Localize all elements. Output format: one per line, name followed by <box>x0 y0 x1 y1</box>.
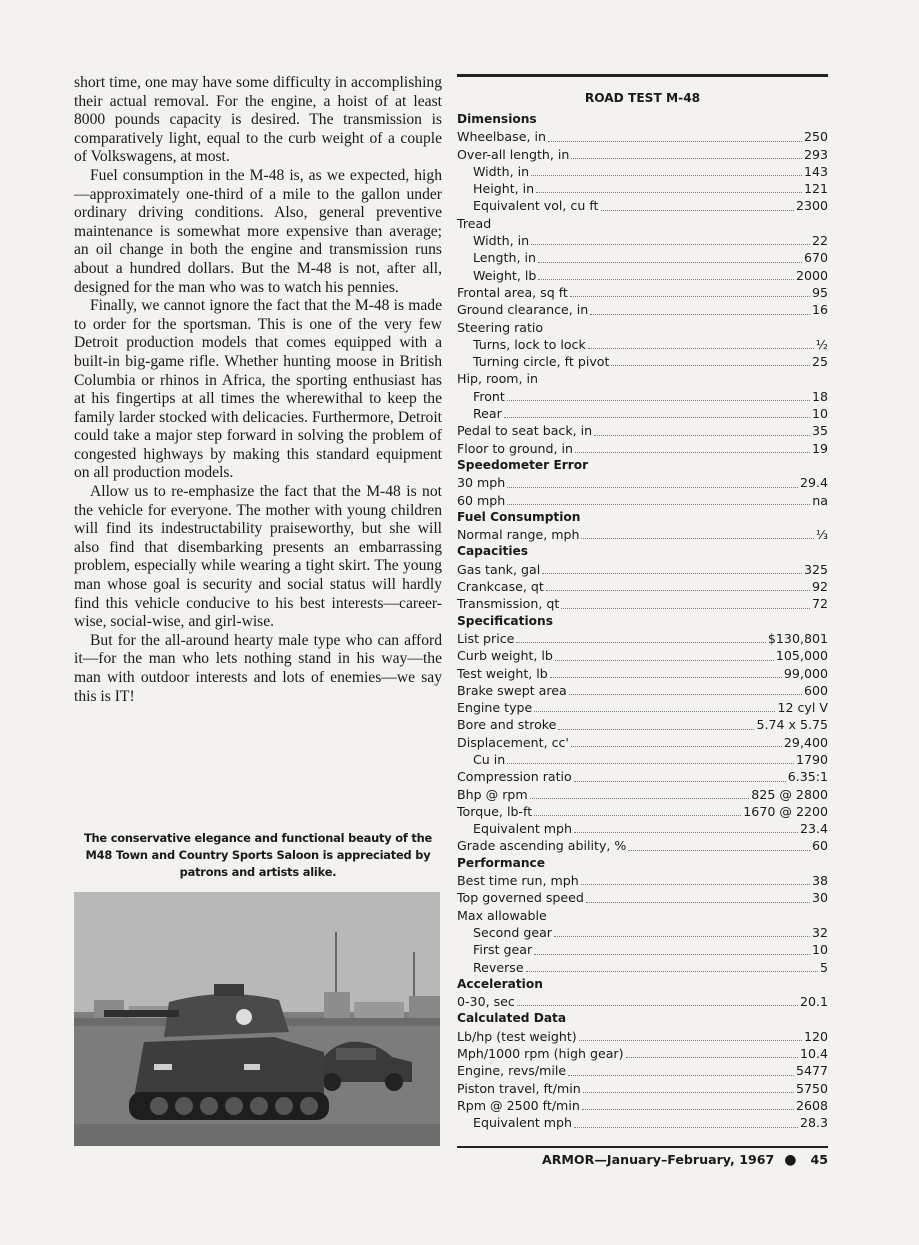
spec-row <box>457 959 828 976</box>
spec-row <box>457 751 828 768</box>
spec-group-label <box>457 907 828 924</box>
spec-label: First gear <box>473 942 533 958</box>
dot-leader <box>590 313 810 315</box>
dot-leader <box>561 607 810 609</box>
dot-leader <box>582 1108 794 1110</box>
spec-value: 325 <box>803 561 828 577</box>
spec-value: 22 <box>811 233 828 249</box>
spec-row <box>457 665 828 682</box>
spec-group-label <box>457 370 828 387</box>
dot-leader <box>531 174 802 176</box>
dot-leader <box>531 243 810 245</box>
dot-leader <box>588 347 814 349</box>
spec-row <box>457 197 828 214</box>
spec-value: 35 <box>811 423 828 439</box>
spec-label: Floor to ground, in <box>457 440 574 456</box>
spec-row <box>457 993 828 1010</box>
section-heading: Acceleration <box>457 976 543 991</box>
section-heading: Capacities <box>457 544 529 559</box>
spec-label: Width, in <box>473 233 530 249</box>
spec-label: Frontal area, sq ft <box>457 284 568 300</box>
spec-value: 5.74 x 5.75 <box>756 717 828 733</box>
spec-value: 293 <box>803 146 828 162</box>
spec-row <box>457 734 828 751</box>
dot-leader <box>574 1126 798 1128</box>
dot-leader <box>530 797 750 799</box>
section-heading: Speedometer Error <box>457 457 589 472</box>
spec-value: 10.4 <box>799 1046 828 1062</box>
spec-value: 30 <box>811 890 828 906</box>
top-rule <box>457 74 828 77</box>
spec-label: Equivalent mph <box>473 1115 573 1131</box>
spec-value: 38 <box>811 873 828 889</box>
spec-label: Equivalent vol, cu ft <box>473 198 599 214</box>
spec-label: Engine, revs/mile <box>457 1063 567 1079</box>
spec-label: Steering ratio <box>457 319 544 335</box>
spec-value: 670 <box>803 250 828 266</box>
article-paragraph: But for the all-around hearty male type who can afford it—for the man who lets nothing stand in his way—the man with outdoor interests and lots of enemies—we say this is IT! <box>74 631 442 705</box>
spec-value: 1670 @ 2200 <box>743 803 828 819</box>
spec-label: Cu in <box>473 751 506 767</box>
spec-row <box>457 820 828 837</box>
spec-label: List price <box>457 630 515 646</box>
spec-label: Tread <box>457 215 492 231</box>
spec-group-label <box>457 319 828 336</box>
spec-value: 10 <box>811 942 828 958</box>
dot-leader <box>517 1004 798 1006</box>
spec-row <box>457 803 828 820</box>
spec-label: Grade ascending ability, % <box>457 838 627 854</box>
dot-leader <box>574 831 798 833</box>
spec-label: Turning circle, ft pivot <box>473 354 610 370</box>
spec-row <box>457 768 828 785</box>
spec-row <box>457 492 828 509</box>
spec-value: ½ <box>815 336 828 352</box>
dot-leader <box>504 416 810 418</box>
dot-leader <box>575 451 810 453</box>
publication-line: ARMOR—January–February, 1967 <box>541 1152 775 1167</box>
spec-label: Crankcase, qt <box>457 579 544 595</box>
spec-row <box>457 872 828 889</box>
spec-row <box>457 578 828 595</box>
spec-label: Brake swept area <box>457 682 567 698</box>
dot-leader <box>507 399 810 401</box>
spec-label: Bore and stroke <box>457 717 557 733</box>
spec-value: 29.4 <box>799 475 828 491</box>
dot-leader <box>546 589 810 591</box>
spec-label: Reverse <box>473 959 524 975</box>
spec-group-label <box>457 215 828 232</box>
spec-row <box>457 837 828 854</box>
spec-label: Length, in <box>473 250 536 266</box>
spec-label: Bhp @ rpm <box>457 786 528 802</box>
dot-leader <box>507 503 810 505</box>
spec-label: Max allowable <box>457 907 547 923</box>
spec-label: Mph/1000 rpm (high gear) <box>457 1046 624 1062</box>
spec-label: Height, in <box>473 181 535 197</box>
article-paragraph: short time, one may have some difficulty in accomplishing their actual removal. For the engine, a hoist of at least 8000 pounds capacity is desired. The transmission is comparatively light, equal to the curb weight of a couple of Volkswagens, at most. <box>74 74 442 166</box>
spec-label: Piston travel, ft/min <box>457 1080 581 1096</box>
spec-row <box>457 1062 828 1079</box>
dot-leader <box>554 935 810 937</box>
page-number: 45 <box>810 1152 828 1167</box>
spec-label: Rear <box>473 406 502 422</box>
spec-row <box>457 941 828 958</box>
dot-leader <box>611 364 810 366</box>
dot-leader <box>538 278 794 280</box>
spec-label: Engine type <box>457 700 533 716</box>
dot-leader <box>536 191 802 193</box>
spec-value: na <box>812 492 828 508</box>
spec-row <box>457 682 828 699</box>
section-heading: Calculated Data <box>457 1011 567 1026</box>
spec-label: Curb weight, lb <box>457 648 553 664</box>
dot-leader <box>571 157 802 159</box>
article-body <box>74 74 442 706</box>
dot-leader <box>507 486 798 488</box>
spec-row <box>457 786 828 803</box>
spec-value: 825 @ 2800 <box>751 786 828 802</box>
spec-value: 105,000 <box>775 648 828 664</box>
spec-label: Over-all length, in <box>457 146 570 162</box>
spec-label: Front <box>473 388 505 404</box>
dot-leader <box>542 572 802 574</box>
dot-leader <box>548 140 802 142</box>
spec-value: 32 <box>811 924 828 940</box>
spec-value: 19 <box>811 440 828 456</box>
tank-photo <box>74 892 440 1146</box>
article-paragraph: Finally, we cannot ignore the fact that the M-48 is made to order for the sportsman. This is one of the very few Detroit production models that comes equipped with a built-in big-game rifle. Whether hunting moose in British Columbia or rhinos in Africa, the sporting enthusiast has at his fingertips at all times the wherewithal to keep the family larder stocked with delicacies. Furthermore, Detroit could take a major step forward in solving the problem of congested highways by making this standard equipment on all production models. <box>74 297 442 482</box>
spec-label: Compression ratio <box>457 769 572 785</box>
spec-label: 30 mph <box>457 475 506 491</box>
spec-label: Second gear <box>473 924 552 940</box>
spec-label: Displacement, cc' <box>457 734 569 750</box>
spec-label: Hip, room, in <box>457 371 539 387</box>
spec-value: 600 <box>803 682 828 698</box>
spec-value: 2000 <box>795 267 828 283</box>
spec-label: Wheelbase, in <box>457 129 546 145</box>
spec-row <box>457 561 828 578</box>
dot-leader <box>507 762 794 764</box>
spec-row <box>457 405 828 422</box>
article-paragraph: Allow us to re-emphasize the fact that the M-48 is not the vehicle for everyone. The mother with young children will find its indestructability praiseworthy, but she will also find that disembarking presents an embarrassing problem, especially while wearing a tight skirt. The young man whose goal is security and social status will hardly find this vehicle conducive to his best interests—career-wise, social-wise, and girl-wise. <box>74 483 442 631</box>
spec-row <box>457 699 828 716</box>
spec-row <box>457 388 828 405</box>
spec-row <box>457 1080 828 1097</box>
road-test-panel <box>457 74 828 1132</box>
spec-row <box>457 1028 828 1045</box>
spec-row <box>457 284 828 301</box>
section-heading: Performance <box>457 855 545 870</box>
spec-value: 72 <box>811 596 828 612</box>
dot-leader <box>534 814 741 816</box>
bullet-icon: ● <box>784 1152 797 1168</box>
spec-row <box>457 595 828 612</box>
spec-value: 18 <box>811 388 828 404</box>
road-test-title: ROAD TEST M-48 <box>584 91 701 105</box>
dot-leader <box>579 1039 802 1041</box>
spec-row <box>457 128 828 145</box>
spec-value: 99,000 <box>783 665 828 681</box>
road-test-table <box>457 111 828 1132</box>
spec-value: ⅓ <box>815 527 828 543</box>
spec-row <box>457 232 828 249</box>
spec-row <box>457 924 828 941</box>
dot-leader <box>586 901 810 903</box>
spec-row <box>457 526 828 543</box>
spec-value: 12 cyl V <box>777 700 828 716</box>
spec-value: 1790 <box>795 751 828 767</box>
spec-label: 60 mph <box>457 492 506 508</box>
dot-leader <box>550 676 782 678</box>
spec-row <box>457 889 828 906</box>
spec-label: Weight, lb <box>473 267 537 283</box>
page-footer <box>457 1152 828 1168</box>
dot-leader <box>581 537 813 539</box>
spec-row <box>457 353 828 370</box>
dot-leader <box>583 1091 794 1093</box>
spec-row <box>457 1097 828 1114</box>
spec-value: 6.35:1 <box>787 769 828 785</box>
spec-label: Top governed speed <box>457 890 584 906</box>
spec-label: Transmission, qt <box>457 596 560 612</box>
spec-value: 95 <box>811 284 828 300</box>
spec-value: 16 <box>811 302 828 318</box>
dot-leader <box>568 1074 794 1076</box>
spec-row <box>457 1045 828 1062</box>
dot-leader <box>538 261 802 263</box>
spec-value: 120 <box>803 1028 828 1044</box>
dot-leader <box>569 693 802 695</box>
spec-value: 5 <box>819 959 828 975</box>
spec-row <box>457 267 828 284</box>
section-heading: Dimensions <box>457 112 537 126</box>
spec-value: 20.1 <box>799 994 828 1010</box>
spec-row <box>457 1114 828 1131</box>
dot-leader <box>628 849 810 851</box>
spec-label: Turns, lock to lock <box>473 336 586 352</box>
dot-leader <box>601 209 794 211</box>
spec-row <box>457 647 828 664</box>
spec-value: 250 <box>803 129 828 145</box>
spec-row <box>457 440 828 457</box>
spec-row <box>457 422 828 439</box>
dot-leader <box>594 434 810 436</box>
dot-leader <box>526 970 818 972</box>
spec-row <box>457 301 828 318</box>
spec-label: Lb/hp (test weight) <box>457 1028 577 1044</box>
dot-leader <box>571 745 782 747</box>
dot-leader <box>516 641 766 643</box>
spec-label: Ground clearance, in <box>457 302 589 318</box>
spec-value: 92 <box>811 579 828 595</box>
spec-value: 5750 <box>795 1080 828 1096</box>
spec-value: 60 <box>811 838 828 854</box>
section-heading: Fuel Consumption <box>457 509 581 524</box>
dot-leader <box>534 953 810 955</box>
spec-row <box>457 716 828 733</box>
spec-value: 10 <box>811 406 828 422</box>
dot-leader <box>581 883 810 885</box>
spec-label: Normal range, mph <box>457 527 580 543</box>
spec-row <box>457 474 828 491</box>
spec-label: Test weight, lb <box>457 665 548 681</box>
spec-row <box>457 249 828 266</box>
dot-leader <box>626 1056 798 1058</box>
spec-row <box>457 180 828 197</box>
spec-value: 25 <box>811 354 828 370</box>
dot-leader <box>555 659 774 661</box>
spec-label: Best time run, mph <box>457 873 579 889</box>
photo-caption: The conservative elegance and functional beauty of the M48 Town and Country Sports Saloon is appreciated by patrons and artists alike. <box>83 831 433 879</box>
spec-label: Width, in <box>473 163 530 179</box>
spec-value: 29,400 <box>783 734 828 750</box>
dot-leader <box>574 780 786 782</box>
article-paragraph: Fuel consumption in the M-48 is, as we expected, high—approximately one-third of a mile to the gallon under ordinary driving conditions. Also, general preventive maintenance is somewhat more expensive than average; an oil change in both the engine and transmission runs about a hundred dollars. But the M-48 is not, after all, designed for the man who was to watch his pennies. <box>74 166 442 296</box>
spec-row <box>457 336 828 353</box>
spec-row <box>457 163 828 180</box>
section-heading: Specifications <box>457 613 553 628</box>
spec-value: 143 <box>803 163 828 179</box>
spec-row <box>457 630 828 647</box>
dot-leader <box>558 728 754 730</box>
spec-label: Equivalent mph <box>473 821 573 837</box>
spec-label: Gas tank, gal <box>457 561 541 577</box>
dot-leader <box>570 295 810 297</box>
spec-value: $130,801 <box>767 630 828 646</box>
spec-label: Torque, lb-ft <box>457 803 533 819</box>
spec-label: Rpm @ 2500 ft/min <box>457 1097 580 1113</box>
spec-label: Pedal to seat back, in <box>457 423 593 439</box>
spec-value: 2608 <box>795 1097 828 1113</box>
spec-value: 28.3 <box>799 1115 828 1131</box>
dot-leader <box>534 710 775 712</box>
spec-value: 5477 <box>795 1063 828 1079</box>
spec-value: 121 <box>803 181 828 197</box>
spec-label: 0-30, sec <box>457 994 515 1010</box>
spec-value: 23.4 <box>799 821 828 837</box>
spec-row <box>457 146 828 163</box>
bottom-rule <box>457 1146 828 1148</box>
spec-value: 2300 <box>795 198 828 214</box>
